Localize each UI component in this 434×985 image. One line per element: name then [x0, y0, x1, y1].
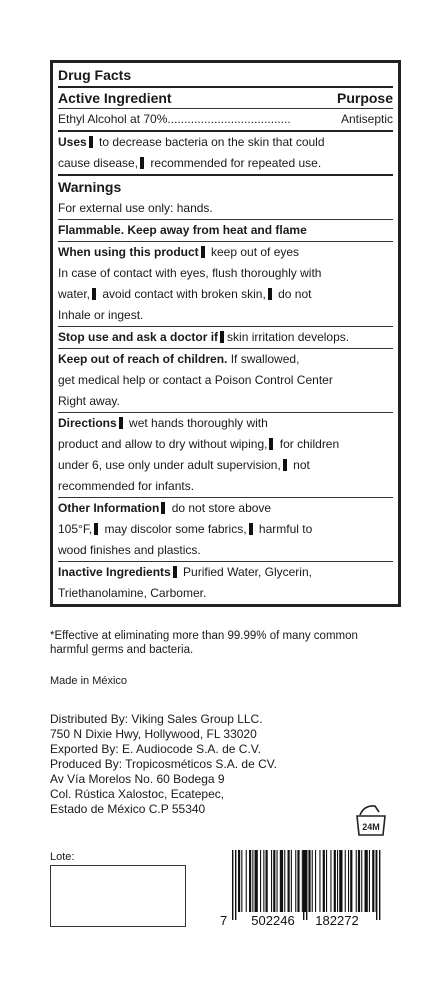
barcode-bar	[246, 850, 247, 912]
directions-text: wet hands thoroughly with	[129, 416, 268, 430]
barcode-bar	[372, 850, 374, 912]
barcode-bar	[365, 850, 368, 912]
lote-box	[50, 865, 186, 927]
barcode-bar	[361, 850, 362, 912]
when-using-line-1	[58, 241, 393, 263]
barcode-guard-bar	[376, 850, 377, 920]
uses-line-1	[58, 130, 393, 153]
uses-text: recommended for repeated use.	[150, 156, 322, 170]
barcode-bar	[297, 850, 299, 912]
other-info-line-3: wood finishes and plastics.	[58, 543, 201, 557]
inactive-line-2: Triethanolamine, Carbomer.	[58, 586, 207, 600]
barcode-bar	[302, 850, 303, 912]
directions-label: Directions	[58, 416, 117, 430]
barcode-group-left: 502246	[251, 913, 295, 928]
directions-text: for children	[279, 437, 340, 451]
bullet-icon	[173, 566, 177, 578]
barcode-bar	[312, 850, 313, 912]
inactive-text: Purified Water, Glycerin,	[183, 565, 312, 579]
purpose-heading: Purpose	[336, 90, 393, 106]
barcode-bar	[358, 850, 360, 912]
flammable-warning: Flammable. Keep away from heat and flame	[58, 219, 393, 241]
uses-text: to decrease bacteria on the skin that could	[99, 135, 325, 149]
barcode-bar	[308, 850, 310, 912]
barcode-bar	[238, 850, 240, 912]
inactive-line-1	[58, 561, 393, 583]
barcode-bar	[348, 850, 349, 912]
barcode-bar	[330, 850, 331, 912]
made-in-text: Made in México	[50, 675, 128, 687]
barcode-guard-bar	[379, 850, 380, 920]
barcode-digit-first: 7	[220, 913, 228, 928]
distribution-block	[50, 712, 277, 817]
uses-label: Uses	[58, 135, 87, 149]
barcode-bar	[339, 850, 342, 912]
other-info-line-1	[58, 497, 393, 519]
other-info-text: 105°F,	[58, 522, 93, 536]
bullet-icon	[269, 438, 273, 450]
barcode-bar	[252, 850, 253, 912]
barcode-bar	[263, 850, 264, 912]
barcode-bar	[319, 850, 320, 912]
bullet-icon	[268, 288, 272, 300]
bullet-icon	[161, 502, 165, 514]
barcode	[218, 850, 382, 930]
barcode-bars	[232, 850, 380, 920]
uses-line-2	[58, 153, 393, 174]
distribution-line: 750 N Dixie Hwy, Hollywood, FL 33020	[50, 727, 257, 741]
footnote-line-1: *Effective at eliminating more than 99.99% of many common	[50, 630, 358, 642]
directions-line-4: recommended for infants.	[58, 479, 195, 493]
keep-out-line-3: Right away.	[58, 394, 120, 408]
barcode-bar	[241, 850, 242, 912]
barcode-bar	[288, 850, 290, 912]
warnings-heading: Warnings	[58, 174, 393, 198]
distribution-line: Av Vía Morelos No. 60 Bodega 9	[50, 772, 225, 786]
barcode-bar	[260, 850, 261, 912]
inactive-label: Inactive Ingredients	[58, 565, 171, 579]
ingredient-text: Ethyl Alcohol at 70%.....................................	[58, 112, 291, 126]
drug-facts-panel	[50, 60, 401, 607]
bullet-icon	[89, 136, 93, 148]
barcode-bar	[266, 850, 268, 912]
distribution-line: Distributed By: Viking Sales Group LLC.	[50, 712, 263, 726]
drug-facts-title: Drug Facts	[58, 67, 132, 83]
barcode-bar	[284, 850, 285, 912]
ingredient-row	[58, 108, 393, 130]
stop-use-line	[58, 326, 393, 348]
keep-out-text: If swallowed,	[230, 352, 300, 366]
pao-label: 24M	[362, 822, 380, 832]
distribution-line: Exported By: E. Audiocode S.A. de C.V.	[50, 742, 262, 756]
other-info-text: do not store above	[171, 501, 272, 515]
directions-text: not	[293, 458, 310, 472]
bullet-icon	[283, 459, 287, 471]
barcode-bar	[323, 850, 325, 912]
directions-line-3	[58, 455, 393, 476]
barcode-bar	[277, 850, 278, 912]
bullet-icon	[249, 523, 253, 535]
stop-use-label: Stop use and ask a doctor if	[58, 330, 219, 344]
lote-label: Lote:	[50, 851, 75, 863]
barcode-bar	[315, 850, 316, 912]
distribution-line: Estado de México C.P 55340	[50, 802, 206, 816]
keep-out-line-2: get medical help or contact a Poison Control Center	[58, 373, 333, 387]
period-after-opening-icon	[355, 802, 387, 838]
when-using-label: When using this product	[58, 245, 199, 259]
other-info-text: may discolor some fabrics,	[104, 522, 247, 536]
other-info-text: harmful to	[258, 522, 313, 536]
barcode-guard-bar	[232, 850, 233, 920]
bullet-icon	[201, 246, 205, 258]
barcode-bar	[345, 850, 346, 912]
bullet-icon	[220, 331, 224, 343]
directions-line-1	[58, 412, 393, 434]
barcode-bar	[334, 850, 336, 912]
barcode-bar	[337, 850, 338, 912]
distribution-line: Col. Rústica Xalostoc, Ecatepec,	[50, 787, 225, 801]
uses-text: cause disease,	[58, 156, 139, 170]
barcode-bar	[273, 850, 275, 912]
keep-out-label: Keep out of reach of children.	[58, 352, 228, 366]
eyes-text: do not	[278, 287, 312, 301]
bullet-icon	[119, 417, 123, 429]
barcode-bar	[350, 850, 352, 912]
barcode-guard-bar	[303, 850, 304, 920]
purpose-text: Antiseptic	[340, 112, 393, 126]
barcode-bar	[249, 850, 251, 912]
barcode-bar	[369, 850, 370, 912]
when-using-text: keep out of eyes	[211, 245, 300, 259]
other-info-label: Other Information	[58, 501, 160, 515]
other-info-line-2	[58, 519, 393, 540]
barcode-bar	[295, 850, 296, 912]
eyes-text: water,	[58, 287, 91, 301]
bullet-icon	[140, 157, 144, 169]
barcode-bar	[280, 850, 283, 912]
distribution-line: Produced By: Tropicosméticos S.A. de CV.	[50, 757, 277, 771]
active-ingredient-header	[58, 86, 393, 108]
footnote-line-2: harmful germs and bacteria.	[50, 644, 194, 656]
stop-use-text: skin irritation develops.	[227, 330, 350, 344]
barcode-bar	[326, 850, 327, 912]
directions-text: product and allow to dry without wiping,	[58, 437, 268, 451]
barcode-group-right: 182272	[315, 913, 359, 928]
eyes-line-2	[58, 284, 393, 305]
barcode-guard-bar	[306, 850, 307, 920]
directions-line-2	[58, 434, 393, 455]
eyes-line-1: In case of contact with eyes, flush thoroughly with	[58, 266, 322, 280]
barcode-bar	[255, 850, 258, 912]
bullet-icon	[94, 523, 98, 535]
barcode-bar	[271, 850, 272, 912]
external-use-text: For external use only: hands.	[58, 201, 213, 215]
eyes-text: avoid contact with broken skin,	[102, 287, 266, 301]
bullet-icon	[92, 288, 96, 300]
active-ingredient-heading: Active Ingredient	[58, 90, 172, 106]
eyes-line-3: Inhale or ingest.	[58, 308, 144, 322]
barcode-bar	[356, 850, 357, 912]
barcode-guard-bar	[235, 850, 236, 920]
keep-out-line-1	[58, 348, 393, 370]
barcode-bar	[291, 850, 292, 912]
directions-text: under 6, use only under adult supervision,	[58, 458, 281, 472]
